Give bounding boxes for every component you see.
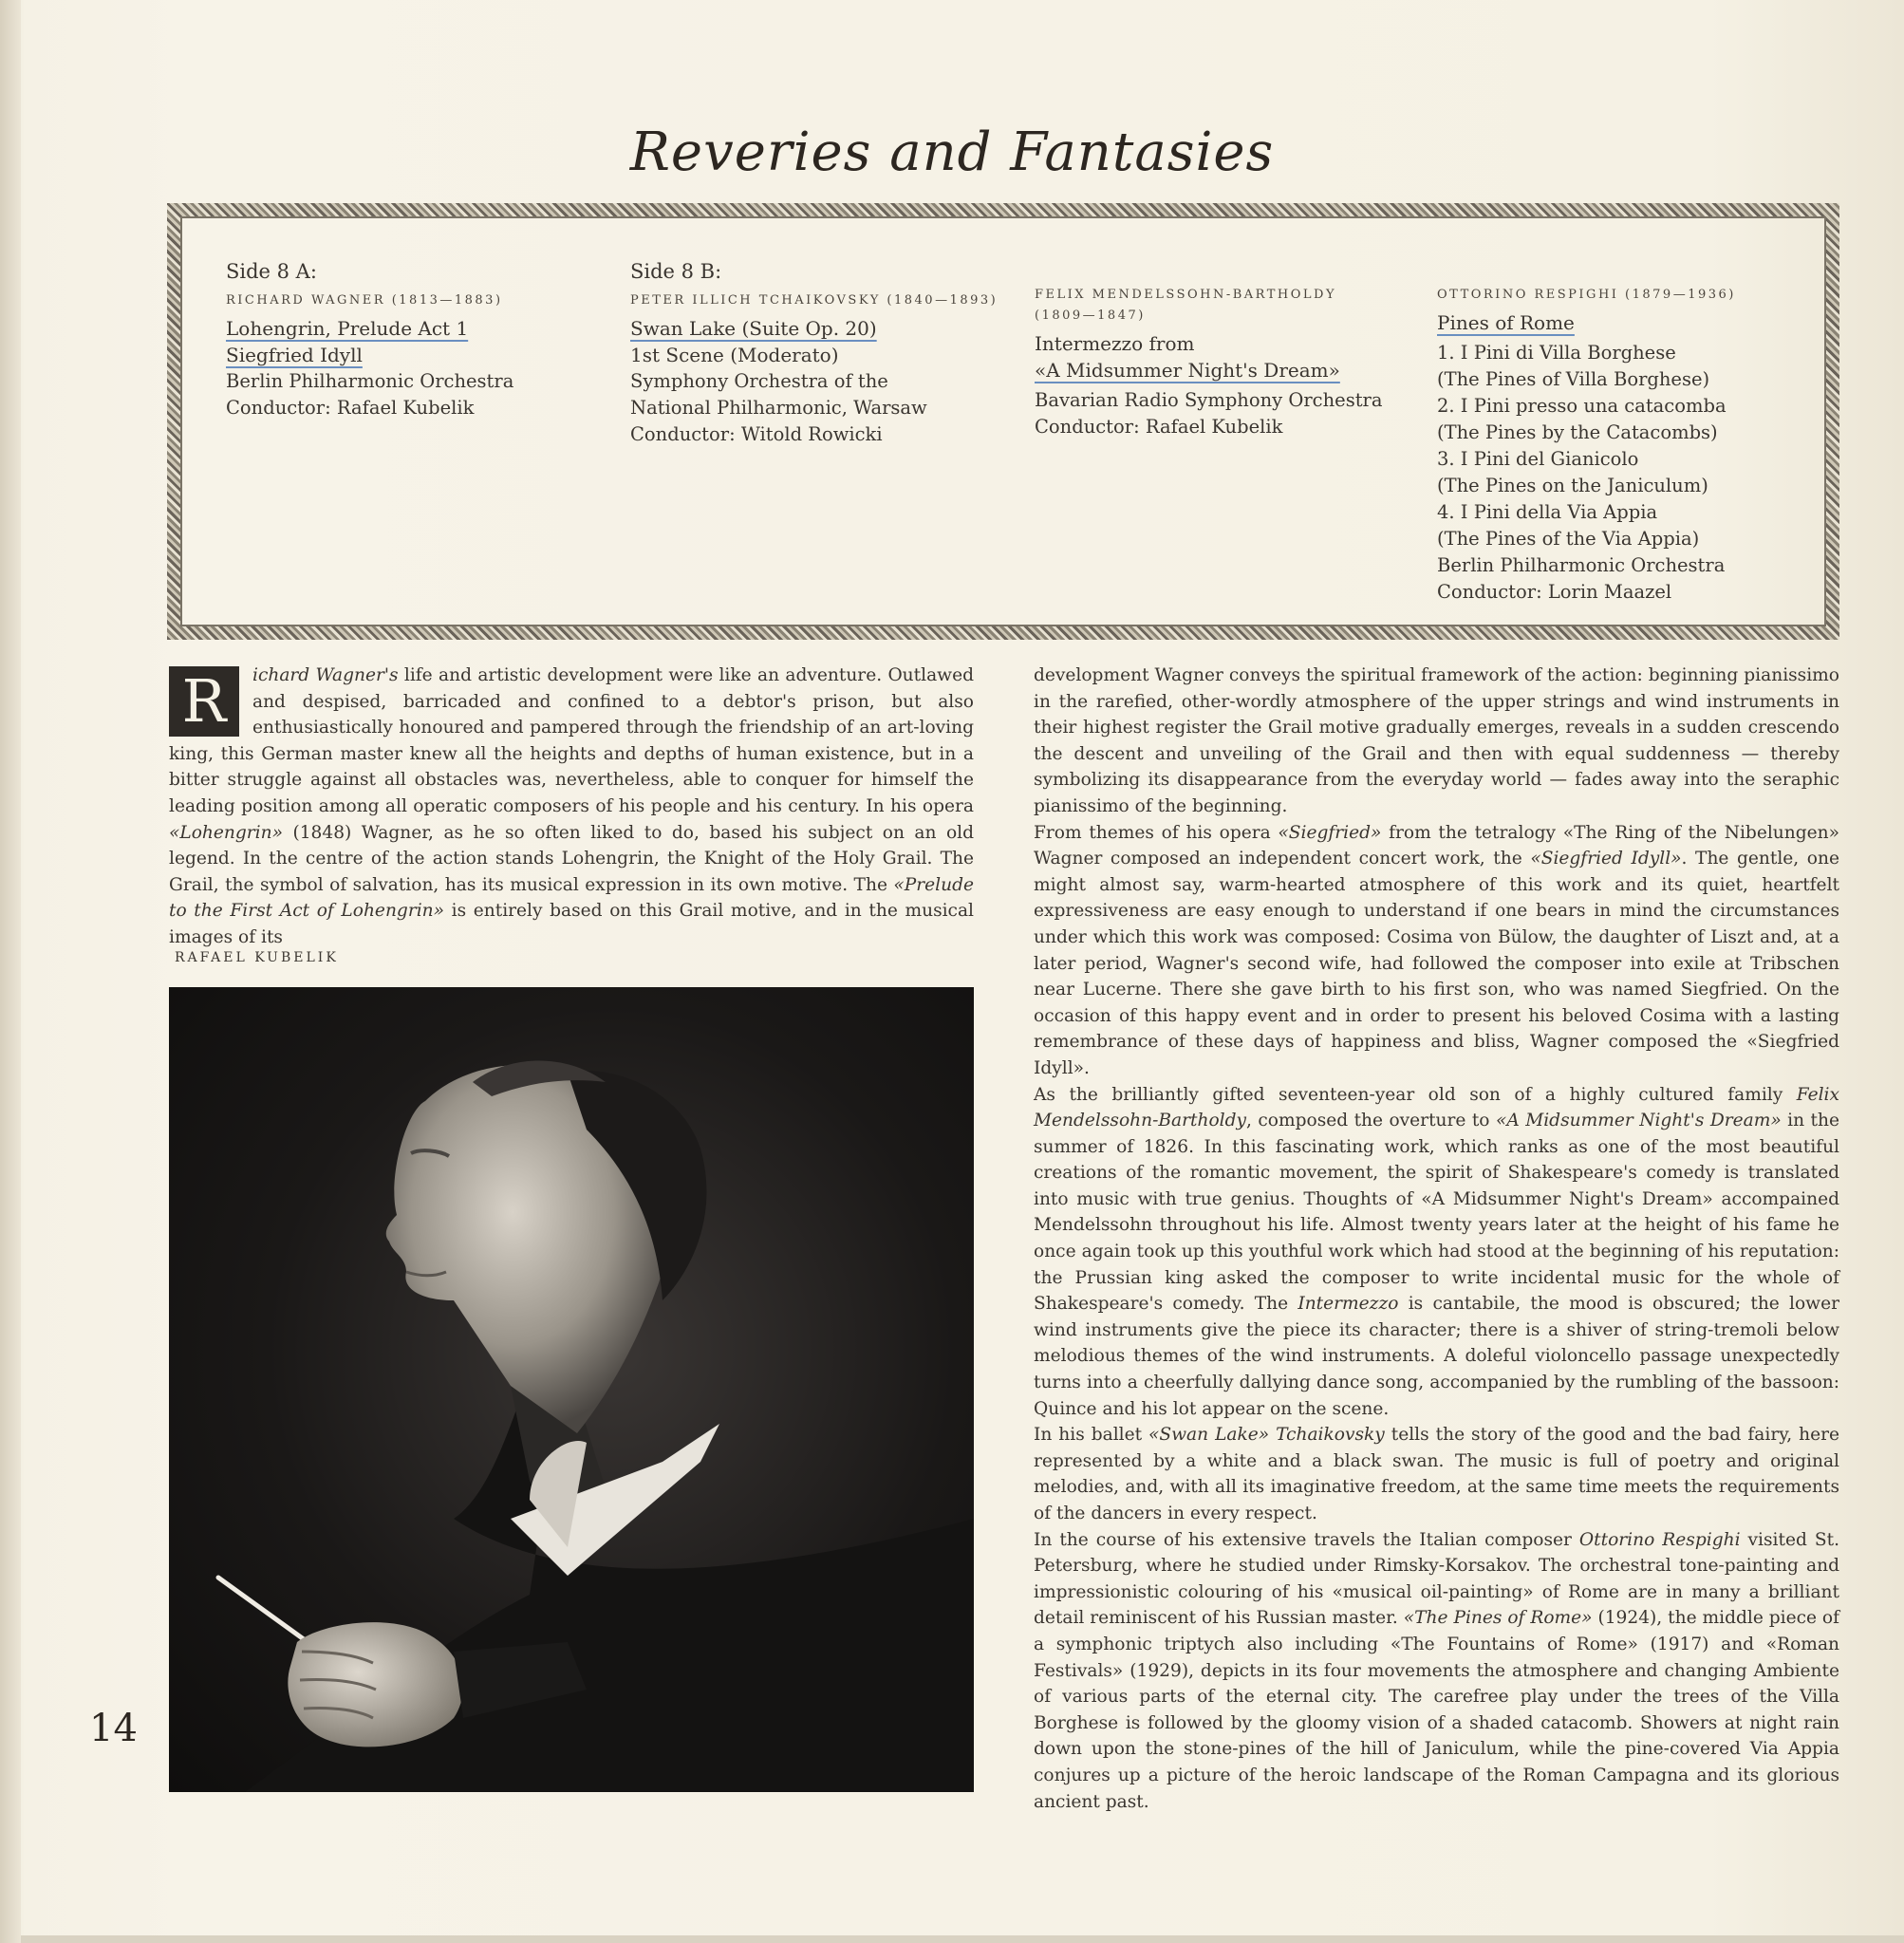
text-run: In the course of his extensive travels the Italian composer <box>1034 1529 1579 1550</box>
text-run: (1848) Wagner, as he so often liked to do, based his subject on an old legend. In the centre of the action stands Lohengrin, the Knight of the Holy Grail. The Grail, the symbol of salvation, has its musical expression in its own motive. The <box>169 822 974 895</box>
movement-translation: (The Pines of Villa Borghese) <box>1437 368 1710 390</box>
text-run: visited St. Petersburg, where he studied under Rimsky-Korsakov. The orchestral tone-painting and impressionistic colouring of his «musical oil-painting» of Rome are in many a brilliant detail reminiscent of his Russian master. <box>1034 1529 1839 1629</box>
conductor: Conductor: Rafael Kubelik <box>226 397 475 419</box>
book-spine <box>0 0 21 1943</box>
text-run: In his ballet <box>1034 1425 1149 1446</box>
text-run: From themes of his opera <box>1034 822 1279 843</box>
photo-caption: RAFAEL KUBELIK <box>175 950 339 965</box>
work-title: Siegfried Idyll <box>226 344 363 366</box>
conductor: Conductor: Rafael Kubelik <box>1035 416 1283 438</box>
performer: Symphony Orchestra of the <box>630 370 888 392</box>
text-run: is cantabile, the mood is obscured; the lower wind instruments give the piece its character; there is a shiver of string-tremoli below melodious themes of the wind instruments. A doleful violoncello passage unexpectedly turns into a cheerfully dallying dance song, accompanied by the rumbling of the bassoon: Quince and his lot appear on the scene. <box>1034 1294 1839 1419</box>
text-run: (1924), the middle piece of a symphonic triptych also including «The Fountains of Rome» (1917) and «Roman Festivals» (1929), depicts in its four movements the atmosphere and changing Ambiente of various parts of the eternal city. The carefree play under the trees of the Villa Borghese is followed by the gloomy vision of a shaded catacomb. Showers at night rain down upon the stone-pines of the hill of Janiculum, while the pine-covered Via Appia conjures up a picture of the heroic landscape of the Roman Campagna and its glorious ancient past. <box>1034 1608 1840 1812</box>
article-left-column <box>169 663 974 951</box>
article-right-column <box>1034 663 1839 1815</box>
conductor: Conductor: Lorin Maazel <box>1437 581 1672 603</box>
text-run: is entirely based on this Grail motive, and in the musical images of its <box>169 901 975 947</box>
performer: Berlin Philharmonic Orchestra <box>226 370 514 392</box>
conductor-photo <box>169 987 974 1792</box>
performer: Berlin Philharmonic Orchestra <box>1437 554 1726 576</box>
side-label: Side 8 B: <box>630 260 722 283</box>
composer-name: FELIX MENDELSSOHN-BARTHOLDY <box>1035 288 1337 302</box>
composer-name: OTTORINO RESPIGHI (1879—1936) <box>1437 288 1736 302</box>
program-box <box>167 203 1839 640</box>
text-run: from the tetralogy «The Ring of the Nibelungen» Wagner composed an independent concert work, the <box>1034 822 1839 869</box>
composer-name: PETER ILLICH TCHAIKOVSKY (1840—1893) <box>630 293 999 308</box>
text-run: life and artistic development were like an adventure. Outlawed and despised, barricaded and confined to a debtor's prison, but also enthusiastically honoured and pampered through the friendship of an art-loving king, this German master knew all the heights and depths of human existence, but in a bitter struggle against all obstacles was, nevertheless, able to conquer for himself the leading position among all operatic composers of his people and his century. In his opera <box>169 665 974 816</box>
emphasis: «Swan Lake» Tchaikovsky <box>1148 1425 1385 1446</box>
text-run: , composed the overture to <box>1246 1111 1496 1131</box>
article-paragraph <box>1034 1422 1839 1526</box>
article-paragraph <box>169 663 974 951</box>
conductor-portrait-illustration <box>169 987 974 1792</box>
work-title: Intermezzo from <box>1035 332 1195 355</box>
drop-cap: R <box>169 666 239 737</box>
performer: National Philharmonic, Warsaw <box>630 397 927 419</box>
emphasis: «Siegfried» <box>1278 822 1382 843</box>
emphasis: «Siegfried Idyll» <box>1530 849 1682 869</box>
emphasis: «Lohengrin» <box>169 822 283 843</box>
movement: 1. I Pini di Villa Borghese <box>1437 342 1676 364</box>
page-edge <box>21 1935 1904 1943</box>
movement-translation: (The Pines by the Catacombs) <box>1437 421 1718 443</box>
article-paragraph <box>1034 1527 1839 1816</box>
composer-name: RICHARD WAGNER (1813—1883) <box>226 293 503 308</box>
text-run: tells the story of the good and the bad fairy, here represented by a white and a black swan. The music is full of poetry and original melodies, and, with all its imaginative freedom, at the same time meets the requirements of the dancers in every respect. <box>1034 1425 1839 1523</box>
work-title: «A Midsummer Night's Dream» <box>1035 359 1340 382</box>
emphasis: Intermezzo <box>1297 1294 1399 1315</box>
emphasis: Felix Mendelssohn-Bartholdy <box>1034 1084 1839 1131</box>
work-title: Lohengrin, Prelude Act 1 <box>226 317 469 340</box>
program-column-respighi <box>1437 285 1817 606</box>
performer: Bavarian Radio Symphony Orchestra <box>1035 389 1383 411</box>
work-subtitle: 1st Scene (Moderato) <box>630 344 839 366</box>
program-column-side-8b <box>630 258 1010 448</box>
emphasis: ichard Wagner's <box>252 665 399 685</box>
article-paragraph <box>1034 820 1839 1082</box>
work-title: Swan Lake (Suite Op. 20) <box>630 317 877 340</box>
text-run: As the brilliantly gifted seventeen-year old son of a highly cultured family <box>1034 1084 1797 1105</box>
text-run: in the summer of 1826. In this fascinating work, which ranks as one of the most beautiful creations of the romantic movement, the spirit of Shakespeare's comedy is translated into music with true genius. Thoughts of «A Midsummer Night's Dream» accompained Mendelssohn throughout his life. Almost twenty years later at the height of his fame he once again took up this youthful work which had stood at the beginning of his reputation: the Prussian king asked the composer to write incidental music for the whole of Shakespeare's comedy. The <box>1034 1111 1839 1315</box>
text-run: . The gentle, one might almost say, warm-hearted atmosphere of this work and its quiet, heartfelt expressiveness are easy enough to understand if one bears in mind the circumstances under which this work was composed: Cosima von Bülow, the daughter of Liszt and, at a later period, Wagner's second wife, had followed the composer into exile at Tribschen near Lucerne. There she gave birth to his first son, who was named Siegfried. On the occasion of this happy event and in order to present his beloved Cosima with a lasting remembrance of these days of happiness and bliss, Wagner composed the «Siegfried Idyll». <box>1034 849 1839 1078</box>
conductor: Conductor: Witold Rowicki <box>630 423 883 445</box>
emphasis: Ottorino Respighi <box>1578 1529 1741 1550</box>
movement: 4. I Pini della Via Appia <box>1437 501 1658 523</box>
side-label: Side 8 A: <box>226 260 317 283</box>
page-number: 14 <box>89 1707 138 1750</box>
movement-translation: (The Pines of the Via Appia) <box>1437 528 1700 550</box>
program-column-mendelssohn <box>1035 285 1414 440</box>
movement-translation: (The Pines on the Janiculum) <box>1437 475 1708 496</box>
movement: 3. I Pini del Gianicolo <box>1437 448 1639 470</box>
emphasis: «Prelude to the First Act of Lohengrin» <box>169 874 974 922</box>
page-title: Reveries and Fantasies <box>629 121 1275 183</box>
article-paragraph <box>1034 1082 1839 1423</box>
emphasis: «The Pines of Rome» <box>1403 1608 1593 1629</box>
composer-dates: (1809—1847) <box>1035 308 1146 323</box>
movement: 2. I Pini presso una catacomba <box>1437 395 1727 417</box>
program-column-side-8a <box>226 258 606 421</box>
work-title: Pines of Rome <box>1437 311 1575 334</box>
emphasis: «A Midsummer Night's Dream» <box>1495 1111 1782 1131</box>
article-paragraph: development Wagner conveys the spiritual framework of the action: beginning pianissimo in the rarefied, other-wordly atmosphere of the upper strings and wind instruments in their highest register the Grail motive gradually emerges, reveals in a sudden crescendo the descent and unveiling of the Grail and then with equal suddenness — thereby symbolizing its disappearance from the everyday world — fades away into the seraphic pianissimo of the beginning. <box>1034 665 1839 816</box>
